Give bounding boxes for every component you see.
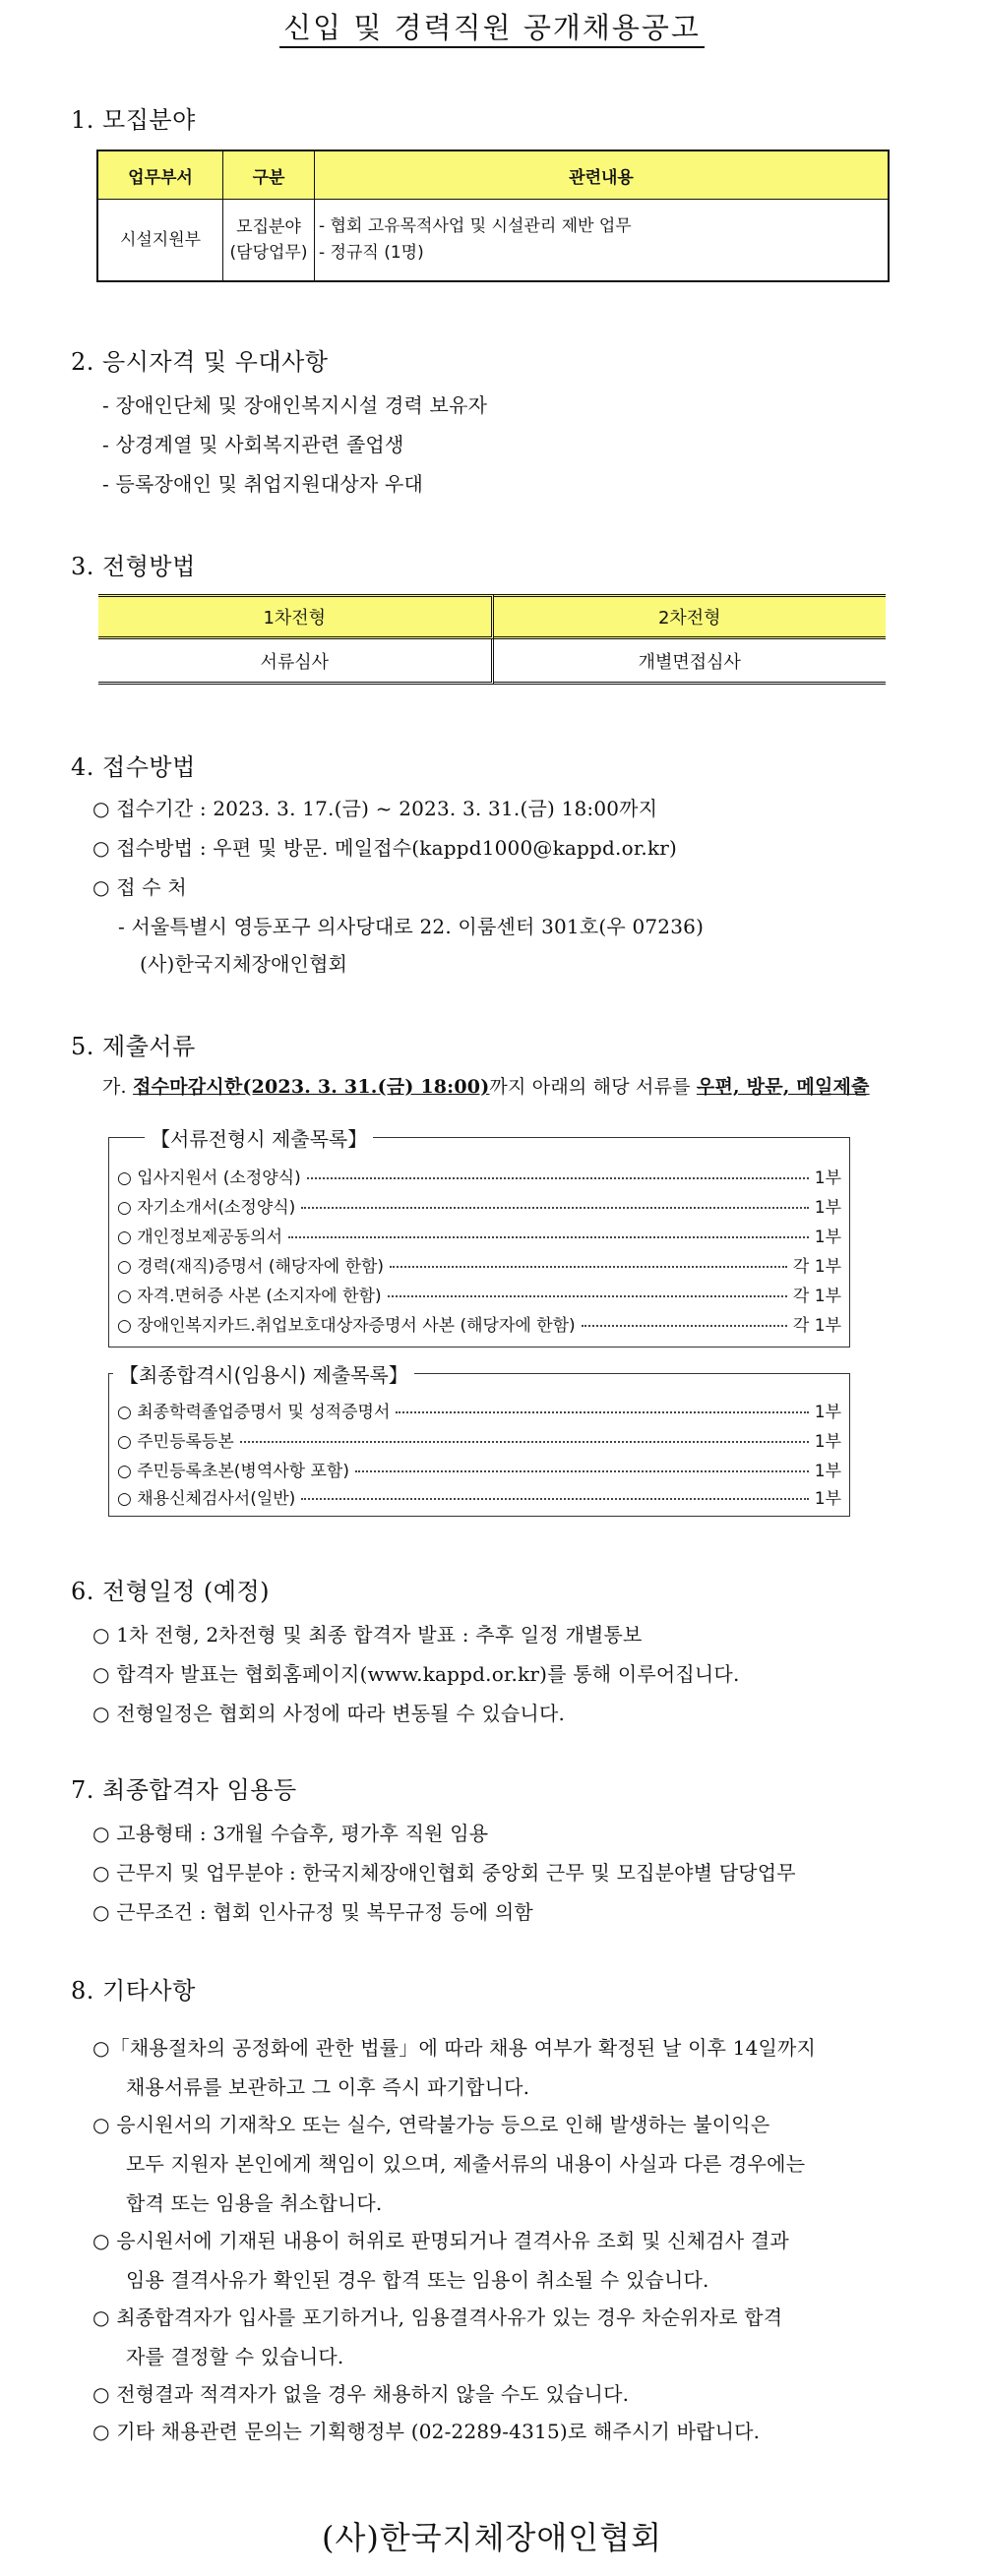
- header-first-stage: 1차전형: [98, 594, 494, 639]
- deadline-text: 접수마감시한(2023. 3. 31.(금) 18:00): [133, 1076, 490, 1098]
- desc-line-2: - 정규직 (1명): [319, 243, 424, 263]
- list-item: ○ 채용신체검사서(일반) 1부: [117, 1489, 841, 1509]
- list-item-continued: 채용서류를 보관하고 그 이후 즉시 파기합니다.: [126, 2075, 530, 2099]
- list-item: ○ 근무지 및 업무분야 : 한국지체장애인협회 중앙회 근무 및 모집분야별 담당업무: [92, 1861, 796, 1885]
- list-item: ○ 장애인복지카드.취업보호대상자증명서 사본 (해당자에 한함) 각 1부: [117, 1316, 841, 1336]
- list-item: (사)한국지체장애인협회: [140, 952, 348, 976]
- list-item: ○ 응시원서에 기재된 내용이 허위로 판명되거나 결격사유 조회 및 신체검사 결과: [92, 2229, 789, 2252]
- section-2-heading: 2. 응시자격 및 우대사항: [71, 348, 329, 376]
- list-item: - 장애인단체 및 장애인복지시설 경력 보유자: [102, 393, 488, 417]
- header-second-stage: 2차전형: [494, 594, 887, 639]
- list-item: ○ 접수기간 : 2023. 3. 17.(금) ~ 2023. 3. 31.(금) 18:00까지: [92, 797, 658, 820]
- page-title: 신입 및 경력직원 공개채용공고: [0, 6, 984, 46]
- list-item: ○ 자기소개서(소정양식) 1부: [117, 1198, 841, 1218]
- list-item: - 상경계열 및 사회복지관련 졸업생: [102, 433, 404, 456]
- list-item: ○ 합격자 발표는 협회홈페이지(www.kappd.or.kr)를 통해 이루어집니다.: [92, 1662, 740, 1686]
- list-item-continued: 임용 결격사유가 확인된 경우 합격 또는 임용이 취소될 수 있습니다.: [126, 2268, 709, 2292]
- list-item: ○ 접수방법 : 우편 및 방문. 메일접수(kappd1000@kappd.or.kr): [92, 836, 678, 860]
- organization-name: (사)한국지체장애인협회: [321, 2519, 663, 2556]
- section-4-heading: 4. 접수방법: [71, 753, 196, 781]
- list-item: ○ 기타 채용관련 문의는 기획행정부 (02-2289-4315)로 해주시기 바랍니다.: [92, 2420, 761, 2443]
- second-stage-value: 개별면접심사: [494, 639, 887, 685]
- selection-method-table: [98, 594, 886, 685]
- list-item: ○ 경력(재직)증명서 (해당자에 한함) 각 1부: [117, 1257, 841, 1277]
- list-item: ○「채용절차의 공정화에 관한 법률」에 따라 채용 여부가 확정된 날 이후 14일까지: [92, 2036, 817, 2060]
- table-row: [97, 200, 889, 282]
- section-6-heading: 6. 전형일정 (예정): [71, 1578, 270, 1605]
- type-line-2: (담당업무): [229, 243, 308, 263]
- list-item: ○ 최종학력졸업증명서 및 성적증명서 1부: [117, 1403, 841, 1422]
- list-item: - 서울특별시 영등포구 의사당대로 22. 이룸센터 301호(우 07236): [118, 915, 705, 938]
- table-header-content: 관련내용: [315, 150, 890, 200]
- list-item: ○ 자격.면허증 사본 (소지자에 한함) 각 1부: [117, 1287, 841, 1306]
- list-item: ○ 전형일정은 협회의 사정에 따라 변동될 수 있습니다.: [92, 1702, 566, 1725]
- desc-cell: [315, 200, 890, 282]
- list-item-continued: 합격 또는 임용을 취소합니다.: [126, 2191, 383, 2215]
- list-item: ○ 1차 전형, 2차전형 및 최종 합격자 발표 : 추후 일정 개별통보: [92, 1623, 643, 1647]
- recruitment-table: [96, 150, 890, 282]
- section-7-heading: 7. 최종합격자 임용등: [71, 1776, 297, 1804]
- table-header-dept: 업무부서: [97, 150, 223, 200]
- type-line-1: 모집분야: [236, 217, 301, 237]
- box-title: 【서류전형시 제출목록】: [145, 1123, 373, 1152]
- list-item: ○ 최종합격자가 입사를 포기하거나, 임용결격사유가 있는 경우 차순위자로 합격: [92, 2306, 783, 2329]
- box-title: 【최종합격시(임용시) 제출목록】: [113, 1359, 414, 1388]
- list-item: ○ 주민등록초본(병역사항 포함) 1부: [117, 1462, 841, 1481]
- list-item: ○ 고용형태 : 3개월 수습후, 평가후 직원 임용: [92, 1822, 489, 1845]
- list-item: - 등록장애인 및 취업지원대상자 우대: [102, 472, 423, 496]
- section-8-heading: 8. 기타사항: [71, 1977, 196, 2005]
- submission-intro: 가. 접수마감시한(2023. 3. 31.(금) 18:00)까지 아래의 해당 서류를 우편, 방문, 메일제출: [102, 1076, 870, 1098]
- list-item: ○ 전형결과 적격자가 없을 경우 채용하지 않을 수도 있습니다.: [92, 2382, 630, 2406]
- list-item: ○ 응시원서의 기재착오 또는 실수, 연락불가능 등으로 인해 발생하는 불이익은: [92, 2113, 770, 2136]
- dept-cell: 시설지원부: [97, 200, 223, 282]
- method-text: 우편, 방문, 메일제출: [696, 1076, 870, 1098]
- desc-line-1: - 협회 고유목적사업 및 시설관리 제반 업무: [319, 216, 632, 236]
- list-item: ○ 근무조건 : 협회 인사규정 및 복무규정 등에 의함: [92, 1900, 533, 1924]
- final-pass-box: [108, 1363, 850, 1517]
- list-item: ○ 접 수 처: [92, 875, 187, 899]
- first-stage-value: 서류심사: [98, 639, 494, 685]
- section-3-heading: 3. 전형방법: [71, 553, 196, 580]
- list-item-continued: 자를 결정할 수 있습니다.: [126, 2345, 344, 2368]
- list-item: ○ 개인정보제공동의서 1부: [117, 1228, 841, 1247]
- section-1-heading: 1. 모집분야: [71, 106, 196, 134]
- section-5-heading: 5. 제출서류: [71, 1033, 196, 1060]
- type-cell: [223, 200, 315, 282]
- table-header-type: 구분: [223, 150, 315, 200]
- list-item-continued: 모두 지원자 본인에게 책임이 있으며, 제출서류의 내용이 사실과 다른 경우에는: [126, 2152, 806, 2176]
- list-item: ○ 입사지원서 (소정양식) 1부: [117, 1168, 841, 1188]
- document-screening-box: [108, 1127, 850, 1348]
- table-row: [98, 639, 886, 685]
- list-item: ○ 주민등록등본 1부: [117, 1432, 841, 1452]
